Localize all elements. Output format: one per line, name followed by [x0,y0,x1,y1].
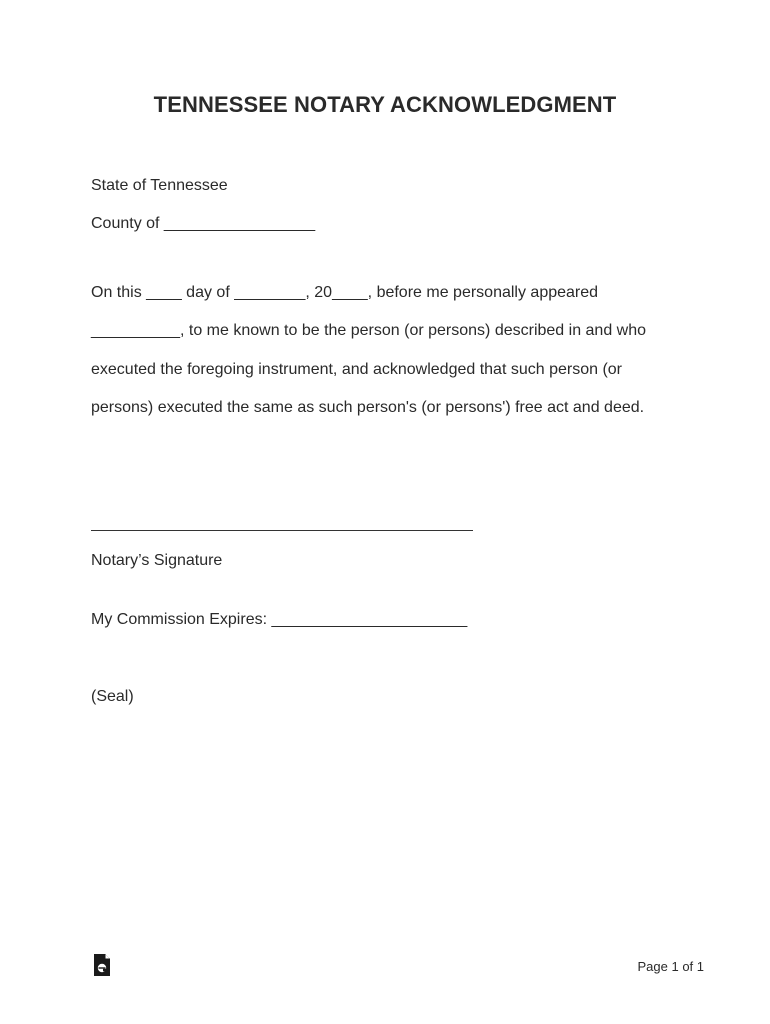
signature-line [91,530,473,531]
commission-expires-line: My Commission Expires: ______________________ [91,611,468,628]
signature-label: Notary’s Signature [91,552,223,569]
county-line: County of _________________ [91,215,316,232]
body-line: persons) executed the same as such person's (or persons') free act and deed. [91,399,645,416]
document-title: TENNESSEE NOTARY ACKNOWLEDGMENT [153,92,617,117]
body-line: __________, to me known to be the person (or persons) described in and who [91,322,647,339]
seal-label: (Seal) [91,688,134,705]
body-line: On this ____ day of ________, 20____, before me personally appeared [91,284,599,301]
state-line: State of Tennessee [91,177,228,194]
eforms-logo-icon [93,953,111,977]
page-number: Page 1 of 1 [637,959,704,974]
body-line: executed the foregoing instrument, and acknowledged that such person (or [91,361,622,378]
